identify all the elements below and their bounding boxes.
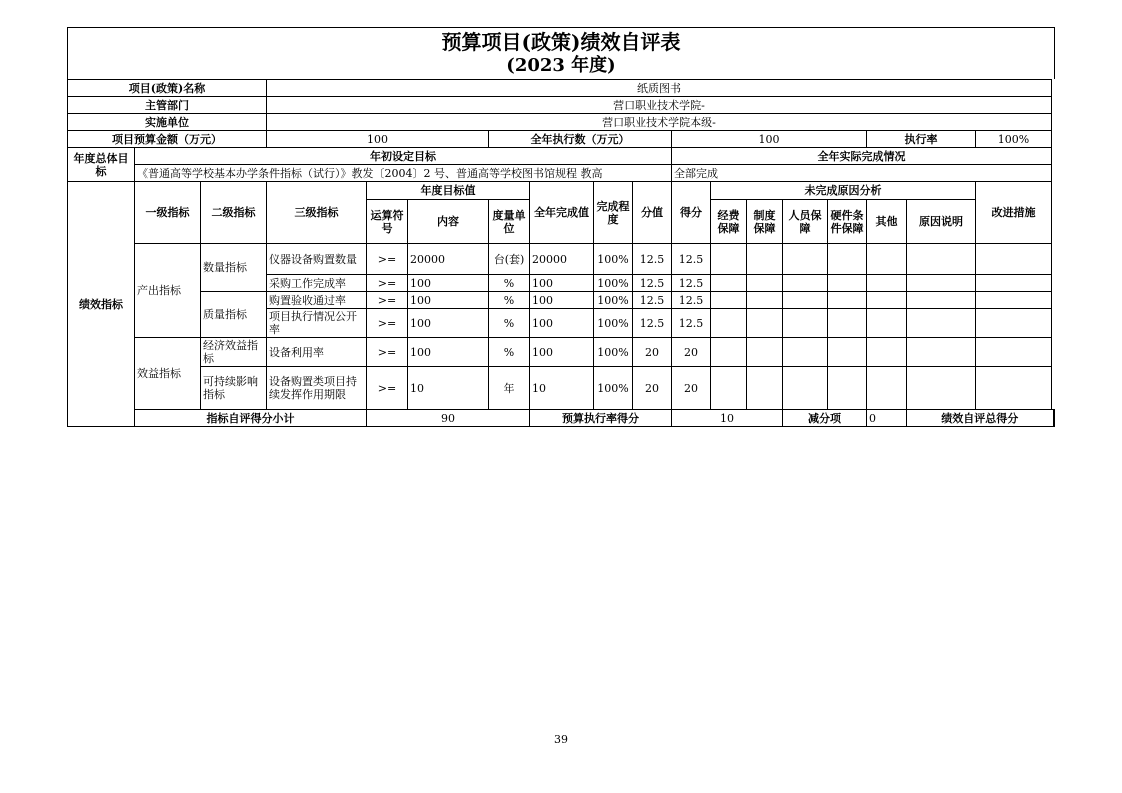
page-subtitle: (2023 年度) [506, 55, 616, 76]
economic-benefit-group: 经济效益指标 [201, 338, 267, 367]
unit-cell: % [489, 292, 530, 309]
degree-cell: 100% [594, 367, 633, 410]
row-project-name [68, 80, 1055, 97]
performance-sheet [67, 27, 1055, 427]
unit-cell: % [489, 338, 530, 367]
department-label: 主管部门 [68, 97, 267, 114]
complete-value-cell: 100 [530, 309, 594, 338]
complete-value-cell: 10 [530, 367, 594, 410]
fund-guarantee-header: 经费保障 [711, 200, 747, 244]
row-goal-header [68, 148, 1055, 165]
score-cell: 20 [672, 367, 711, 410]
row-department [68, 97, 1055, 114]
execution-rate-value: 100% [976, 131, 1052, 148]
level3-cell: 仪器设备购置数量 [267, 244, 367, 275]
table-row [68, 338, 1055, 367]
score-cell: 12.5 [672, 275, 711, 292]
content-cell: 100 [408, 275, 489, 292]
score-value-cell: 12.5 [633, 309, 672, 338]
annual-target-header: 年度目标值 [367, 182, 530, 200]
initial-goal-label: 年初设定目标 [135, 148, 672, 165]
content-header: 内容 [408, 200, 489, 244]
reason-analysis-header: 未完成原因分析 [711, 182, 976, 200]
system-guarantee-header: 制度保障 [747, 200, 783, 244]
execution-label: 全年执行数（万元） [489, 131, 672, 148]
level3-cell: 购置验收通过率 [267, 292, 367, 309]
actual-completion-label: 全年实际完成情况 [672, 148, 1052, 165]
quality-indicator-group: 质量指标 [201, 292, 267, 338]
total-score-label: 绩效自评总得分 [907, 410, 1054, 427]
budget-label: 项目预算金额（万元） [68, 131, 267, 148]
table-row [68, 244, 1055, 275]
score-cell: 20 [672, 338, 711, 367]
operator-cell: >= [367, 309, 408, 338]
deduction-value: 0 [867, 410, 907, 427]
project-name-value: 纸质图书 [267, 80, 1052, 97]
content-cell: 100 [408, 292, 489, 309]
page-title: 预算项目(政策)绩效自评表 [441, 30, 681, 54]
level1-header: 一级指标 [135, 182, 201, 244]
row-header-1 [68, 182, 1055, 200]
page-number: 39 [554, 733, 568, 746]
unit-header: 度量单位 [489, 200, 530, 244]
level3-cell: 采购工作完成率 [267, 275, 367, 292]
department-value: 营口职业技术学院- [267, 97, 1052, 114]
self-evaluation-table [67, 79, 1055, 427]
score-cell: 12.5 [672, 292, 711, 309]
score-value-cell: 12.5 [633, 292, 672, 309]
score-value-header: 分值 [633, 182, 672, 244]
complete-value-cell: 100 [530, 292, 594, 309]
degree-header: 完成程度 [594, 182, 633, 244]
content-cell: 20000 [408, 244, 489, 275]
score-value-cell: 20 [633, 367, 672, 410]
level3-header: 三级指标 [267, 182, 367, 244]
score-cell: 12.5 [672, 244, 711, 275]
execution-rate-label: 执行率 [867, 131, 976, 148]
execution-value: 100 [672, 131, 867, 148]
output-indicator-group: 产出指标 [135, 244, 201, 338]
content-cell: 100 [408, 338, 489, 367]
degree-cell: 100% [594, 338, 633, 367]
level3-cell: 项目执行情况公开率 [267, 309, 367, 338]
deduction-label: 减分项 [783, 410, 867, 427]
unit-cell: 台(套) [489, 244, 530, 275]
implementer-label: 实施单位 [68, 114, 267, 131]
operator-cell: >= [367, 292, 408, 309]
budget-value: 100 [267, 131, 489, 148]
operator-cell: >= [367, 338, 408, 367]
annual-goal-label: 年度总体目标 [68, 148, 135, 182]
degree-cell: 100% [594, 275, 633, 292]
score-value-cell: 20 [633, 338, 672, 367]
table-row [68, 292, 1055, 309]
unit-cell: % [489, 275, 530, 292]
complete-value-cell: 100 [530, 338, 594, 367]
degree-cell: 100% [594, 292, 633, 309]
score-value-cell: 12.5 [633, 275, 672, 292]
complete-value-cell: 20000 [530, 244, 594, 275]
row-implementer [68, 114, 1055, 131]
score-cell: 12.5 [672, 309, 711, 338]
operator-cell: >= [367, 275, 408, 292]
staff-guarantee-header: 人员保障 [783, 200, 828, 244]
other-header: 其他 [867, 200, 907, 244]
operator-cell: >= [367, 244, 408, 275]
unit-cell: % [489, 309, 530, 338]
hardware-guarantee-header: 硬件条件保障 [828, 200, 867, 244]
degree-cell: 100% [594, 244, 633, 275]
budget-rate-score-label: 预算执行率得分 [530, 410, 672, 427]
budget-rate-score-value: 10 [672, 410, 783, 427]
performance-indicator-label: 绩效指标 [68, 182, 135, 427]
title-block [67, 27, 1055, 79]
score-value-cell: 12.5 [633, 244, 672, 275]
project-name-label: 项目(政策)名称 [68, 80, 267, 97]
level2-header: 二级指标 [201, 182, 267, 244]
subtotal-label: 指标自评得分小计 [135, 410, 367, 427]
operator-cell: >= [367, 367, 408, 410]
content-cell: 100 [408, 309, 489, 338]
level3-cell: 设备利用率 [267, 338, 367, 367]
row-goal-text [68, 165, 1055, 182]
reason-desc-header: 原因说明 [907, 200, 976, 244]
subtotal-value: 90 [367, 410, 530, 427]
score-header: 得分 [672, 182, 711, 244]
row-budget [68, 131, 1055, 148]
level3-cell: 设备购置类项目持续发挥作用期限 [267, 367, 367, 410]
complete-value-cell: 100 [530, 275, 594, 292]
actual-completion-text: 全部完成 [672, 165, 1052, 182]
complete-value-header: 全年完成值 [530, 182, 594, 244]
sustainable-impact-group: 可持续影响指标 [201, 367, 267, 410]
total-score-value [1053, 410, 1055, 427]
implementer-value: 营口职业技术学院本级- [267, 114, 1052, 131]
operator-header: 运算符号 [367, 200, 408, 244]
improvement-header: 改进措施 [976, 182, 1052, 244]
unit-cell: 年 [489, 367, 530, 410]
table-row [68, 367, 1055, 410]
benefit-indicator-group: 效益指标 [135, 338, 201, 410]
content-cell: 10 [408, 367, 489, 410]
degree-cell: 100% [594, 309, 633, 338]
row-footer [68, 410, 1055, 427]
quantity-indicator-group: 数量指标 [201, 244, 267, 292]
initial-goal-text: 《普通高等学校基本办学条件指标（试行）》教发〔2004〕2 号、普通高等学校图书馆规程 教高 [135, 165, 672, 182]
